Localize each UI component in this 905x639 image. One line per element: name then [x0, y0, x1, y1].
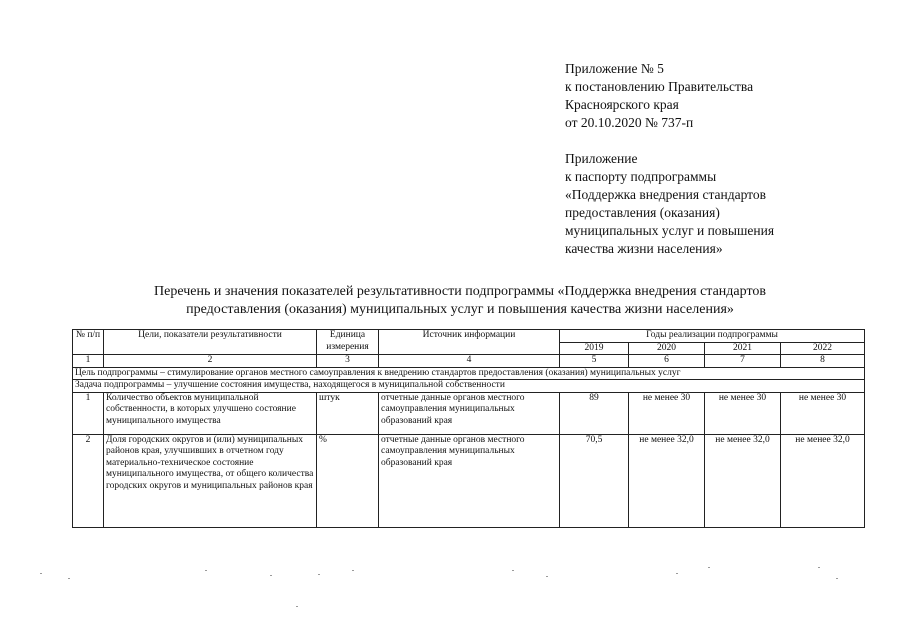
- value-2019: 70,5: [560, 434, 629, 527]
- row-number: 2: [73, 434, 104, 527]
- sub-appendix-program-3: муниципальных услуг и повышения: [565, 223, 775, 238]
- indicator-source: отчетные данные органов местного самоуправления муниципальных образований края: [379, 434, 560, 527]
- table-row: [73, 392, 865, 434]
- header-years-group: Годы реализации подпрограммы: [560, 330, 865, 343]
- value-2022: не менее 32,0: [781, 434, 865, 527]
- header-year: 2019: [560, 342, 629, 355]
- indicator-unit: штук: [317, 392, 379, 434]
- indicator-source: отчетные данные органов местного самоуправления муниципальных образований края: [379, 392, 560, 434]
- task-row: [73, 380, 865, 393]
- column-number: 6: [629, 355, 705, 368]
- sub-appendix-label: Приложение: [565, 151, 638, 166]
- value-2021: не менее 30: [705, 392, 781, 434]
- header-goal: Цели, показатели результативности: [104, 330, 317, 355]
- appendix-resolution: к постановлению Правительства: [565, 79, 754, 94]
- title-line-2: предоставления (оказания) муниципальных услуг и повышения качества жизни населения»: [186, 302, 734, 317]
- document-title: [60, 283, 860, 319]
- header-year: 2021: [705, 342, 781, 355]
- appendix-date: от 20.10.2020 № 737-п: [565, 115, 694, 130]
- value-2022: не менее 30: [781, 392, 865, 434]
- header-year: 2022: [781, 342, 865, 355]
- indicator-name: Доля городских округов и (или) муниципальных районов края, улучшивших в отчетном году материально-техническое состояние муниципального имущества, от общего количества городских округов и муниципальных районов края: [104, 434, 317, 527]
- sub-appendix-program-2: предоставления (оказания): [565, 205, 720, 220]
- indicator-name: Количество объектов муниципальной собственности, в которых улучшено состояние муниципального имущества: [104, 392, 317, 434]
- appendix-header: [565, 60, 885, 258]
- indicators-table: [72, 329, 865, 528]
- header-num: № п/п: [73, 330, 104, 355]
- table-row: [73, 434, 865, 527]
- value-2019: 89: [560, 392, 629, 434]
- sub-appendix-passport: к паспорту подпрограммы: [565, 169, 717, 184]
- value-2020: не менее 32,0: [629, 434, 705, 527]
- value-2020: не менее 30: [629, 392, 705, 434]
- header-unit: Единица измерения: [317, 330, 379, 355]
- column-number: 8: [781, 355, 865, 368]
- header-source: Источник информации: [379, 330, 560, 355]
- indicator-unit: %: [317, 434, 379, 527]
- row-number: 1: [73, 392, 104, 434]
- column-number: 1: [73, 355, 104, 368]
- appendix-number: Приложение № 5: [565, 61, 664, 76]
- column-number: 2: [104, 355, 317, 368]
- column-number: 5: [560, 355, 629, 368]
- sub-appendix-program-1: «Поддержка внедрения стандартов: [565, 187, 766, 202]
- column-number: 3: [317, 355, 379, 368]
- column-number-row: [73, 355, 865, 368]
- column-number: 7: [705, 355, 781, 368]
- appendix-spacer: [565, 132, 885, 150]
- header-year: 2020: [629, 342, 705, 355]
- column-number: 4: [379, 355, 560, 368]
- program-goal: Цель подпрограммы – стимулирование органов местного самоуправления к внедрению стандартов предоставления (оказания) муниципальных услуг: [73, 367, 865, 380]
- appendix-region: Красноярского края: [565, 97, 679, 112]
- program-task: Задача подпрограммы – улучшение состояния имущества, находящегося в муниципальной собственности: [73, 380, 865, 393]
- value-2021: не менее 32,0: [705, 434, 781, 527]
- sub-appendix-program-4: качества жизни населения»: [565, 241, 723, 256]
- goal-row: [73, 367, 865, 380]
- header-row: [73, 330, 865, 343]
- title-line-1: Перечень и значения показателей результативности подпрограммы «Поддержка внедрения стандартов: [154, 284, 766, 299]
